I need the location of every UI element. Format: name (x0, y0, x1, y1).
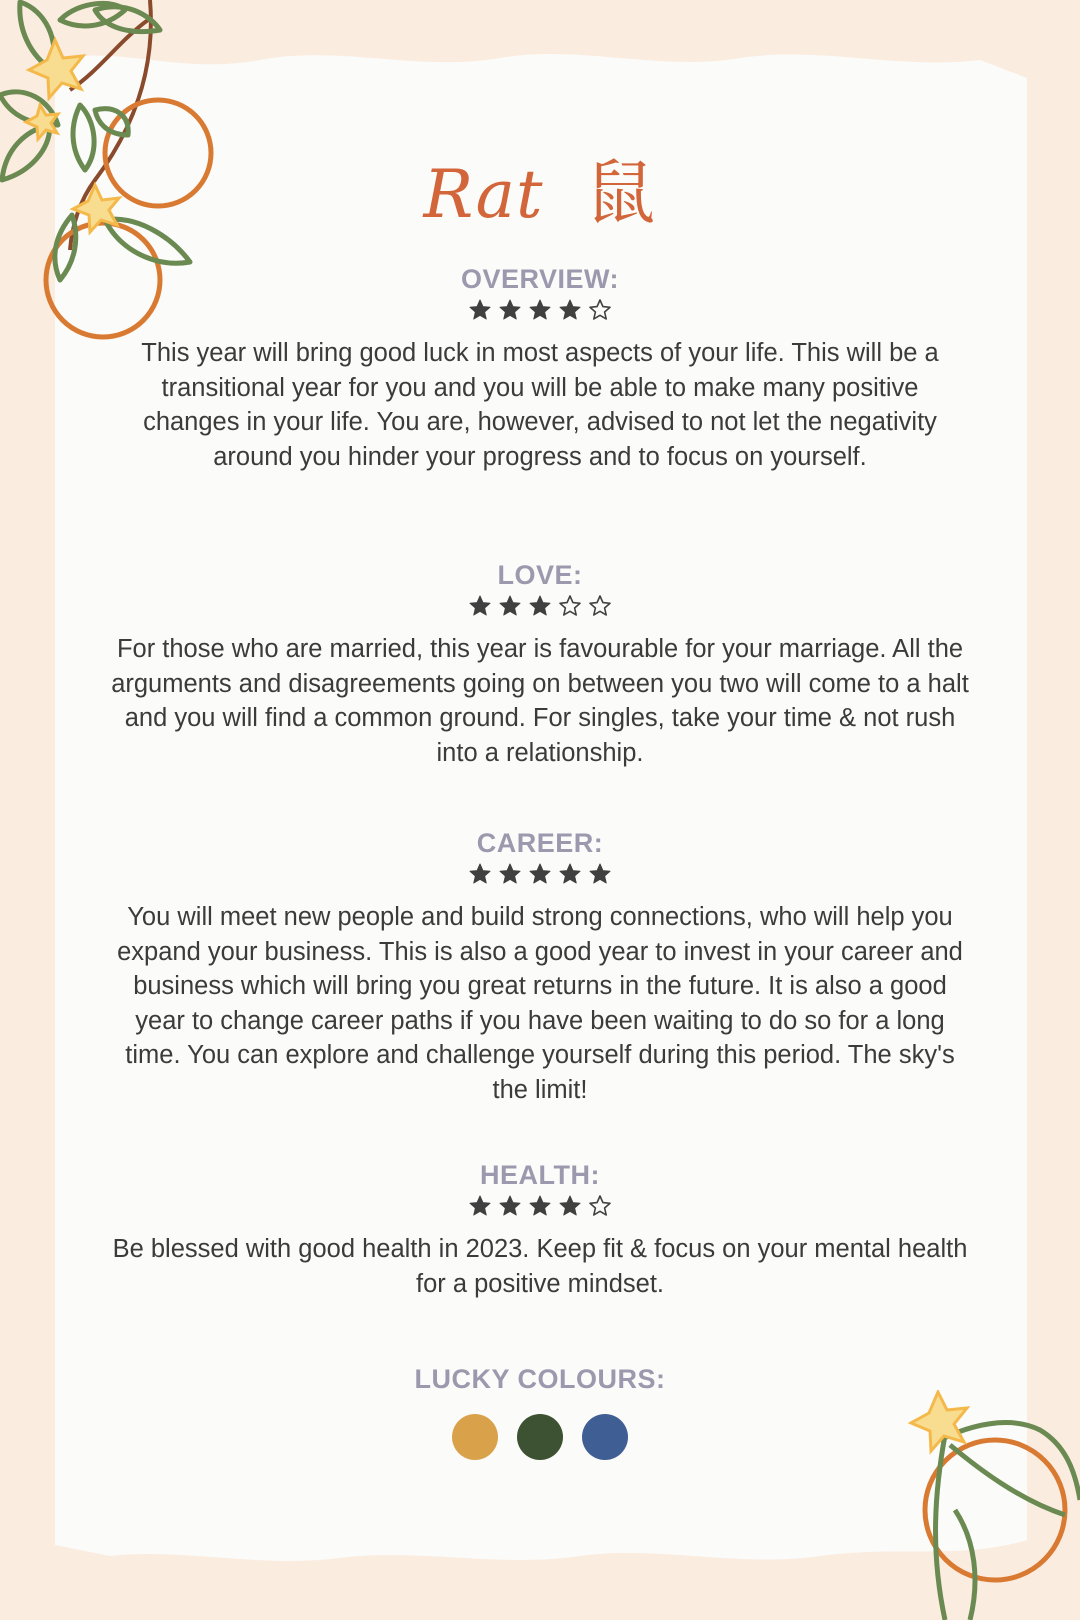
section-heading: HEALTH: (480, 1160, 600, 1190)
star-filled-icon (528, 298, 552, 322)
section-career (90, 826, 990, 1107)
page-title (90, 148, 990, 238)
title-english: Rat (423, 156, 544, 233)
section-description: This year will bring good luck in most aspects of your life. This will be a transitional year for you and you will be able to make many positive changes in your life. You are, however, advised to not let the negativity around you hinder your progress and to focus on yourself. (141, 339, 939, 471)
star-rating (90, 1194, 990, 1220)
section-description: Be blessed with good health in 2023. Keep fit & focus on your mental health for a positive mindset. (112, 1235, 968, 1298)
section-heading: OVERVIEW: (460, 264, 620, 294)
star-filled-icon (468, 1194, 492, 1218)
star-outline-icon (588, 298, 612, 322)
star-filled-icon (468, 594, 492, 618)
star-filled-icon (468, 862, 492, 886)
section-health (90, 1158, 990, 1301)
section-love (90, 558, 990, 770)
star-filled-icon (558, 298, 582, 322)
section-lucky-colours (90, 1362, 990, 1460)
star-filled-icon (558, 1194, 582, 1218)
colour-swatch (517, 1414, 563, 1460)
section-overview (90, 262, 990, 474)
star-filled-icon (498, 862, 522, 886)
star-rating (90, 298, 990, 324)
section-heading: LUCKY COLOURS: (414, 1364, 666, 1394)
title-chinese: 鼠 (585, 152, 657, 234)
section-heading: LOVE: (497, 560, 583, 590)
colour-swatches (90, 1414, 990, 1460)
star-filled-icon (528, 862, 552, 886)
star-rating (90, 862, 990, 888)
star-filled-icon (588, 862, 612, 886)
section-description: You will meet new people and build strong connections, who will help you expand your business. This is also a good year to invest in your career and business which will bring you great returns in the future. It is also a good year to change career paths if you have been waiting to do so for a long time. You can explore and challenge yourself during this period. The sky's the limit! (117, 903, 963, 1104)
star-filled-icon (558, 862, 582, 886)
horoscope-content (90, 0, 990, 1620)
star-filled-icon (528, 1194, 552, 1218)
section-heading: CAREER: (476, 828, 604, 858)
section-description: For those who are married, this year is favourable for your marriage. All the arguments and disagreements going on between you two will come to a halt and you will find a common ground. For singles, take your time & not rush into a relationship. (111, 635, 969, 767)
star-filled-icon (498, 594, 522, 618)
star-outline-icon (558, 594, 582, 618)
star-outline-icon (588, 1194, 612, 1218)
star-filled-icon (498, 298, 522, 322)
star-filled-icon (498, 1194, 522, 1218)
colour-swatch (452, 1414, 498, 1460)
star-outline-icon (588, 594, 612, 618)
colour-swatch (582, 1414, 628, 1460)
star-rating (90, 594, 990, 620)
star-filled-icon (468, 298, 492, 322)
star-filled-icon (528, 594, 552, 618)
